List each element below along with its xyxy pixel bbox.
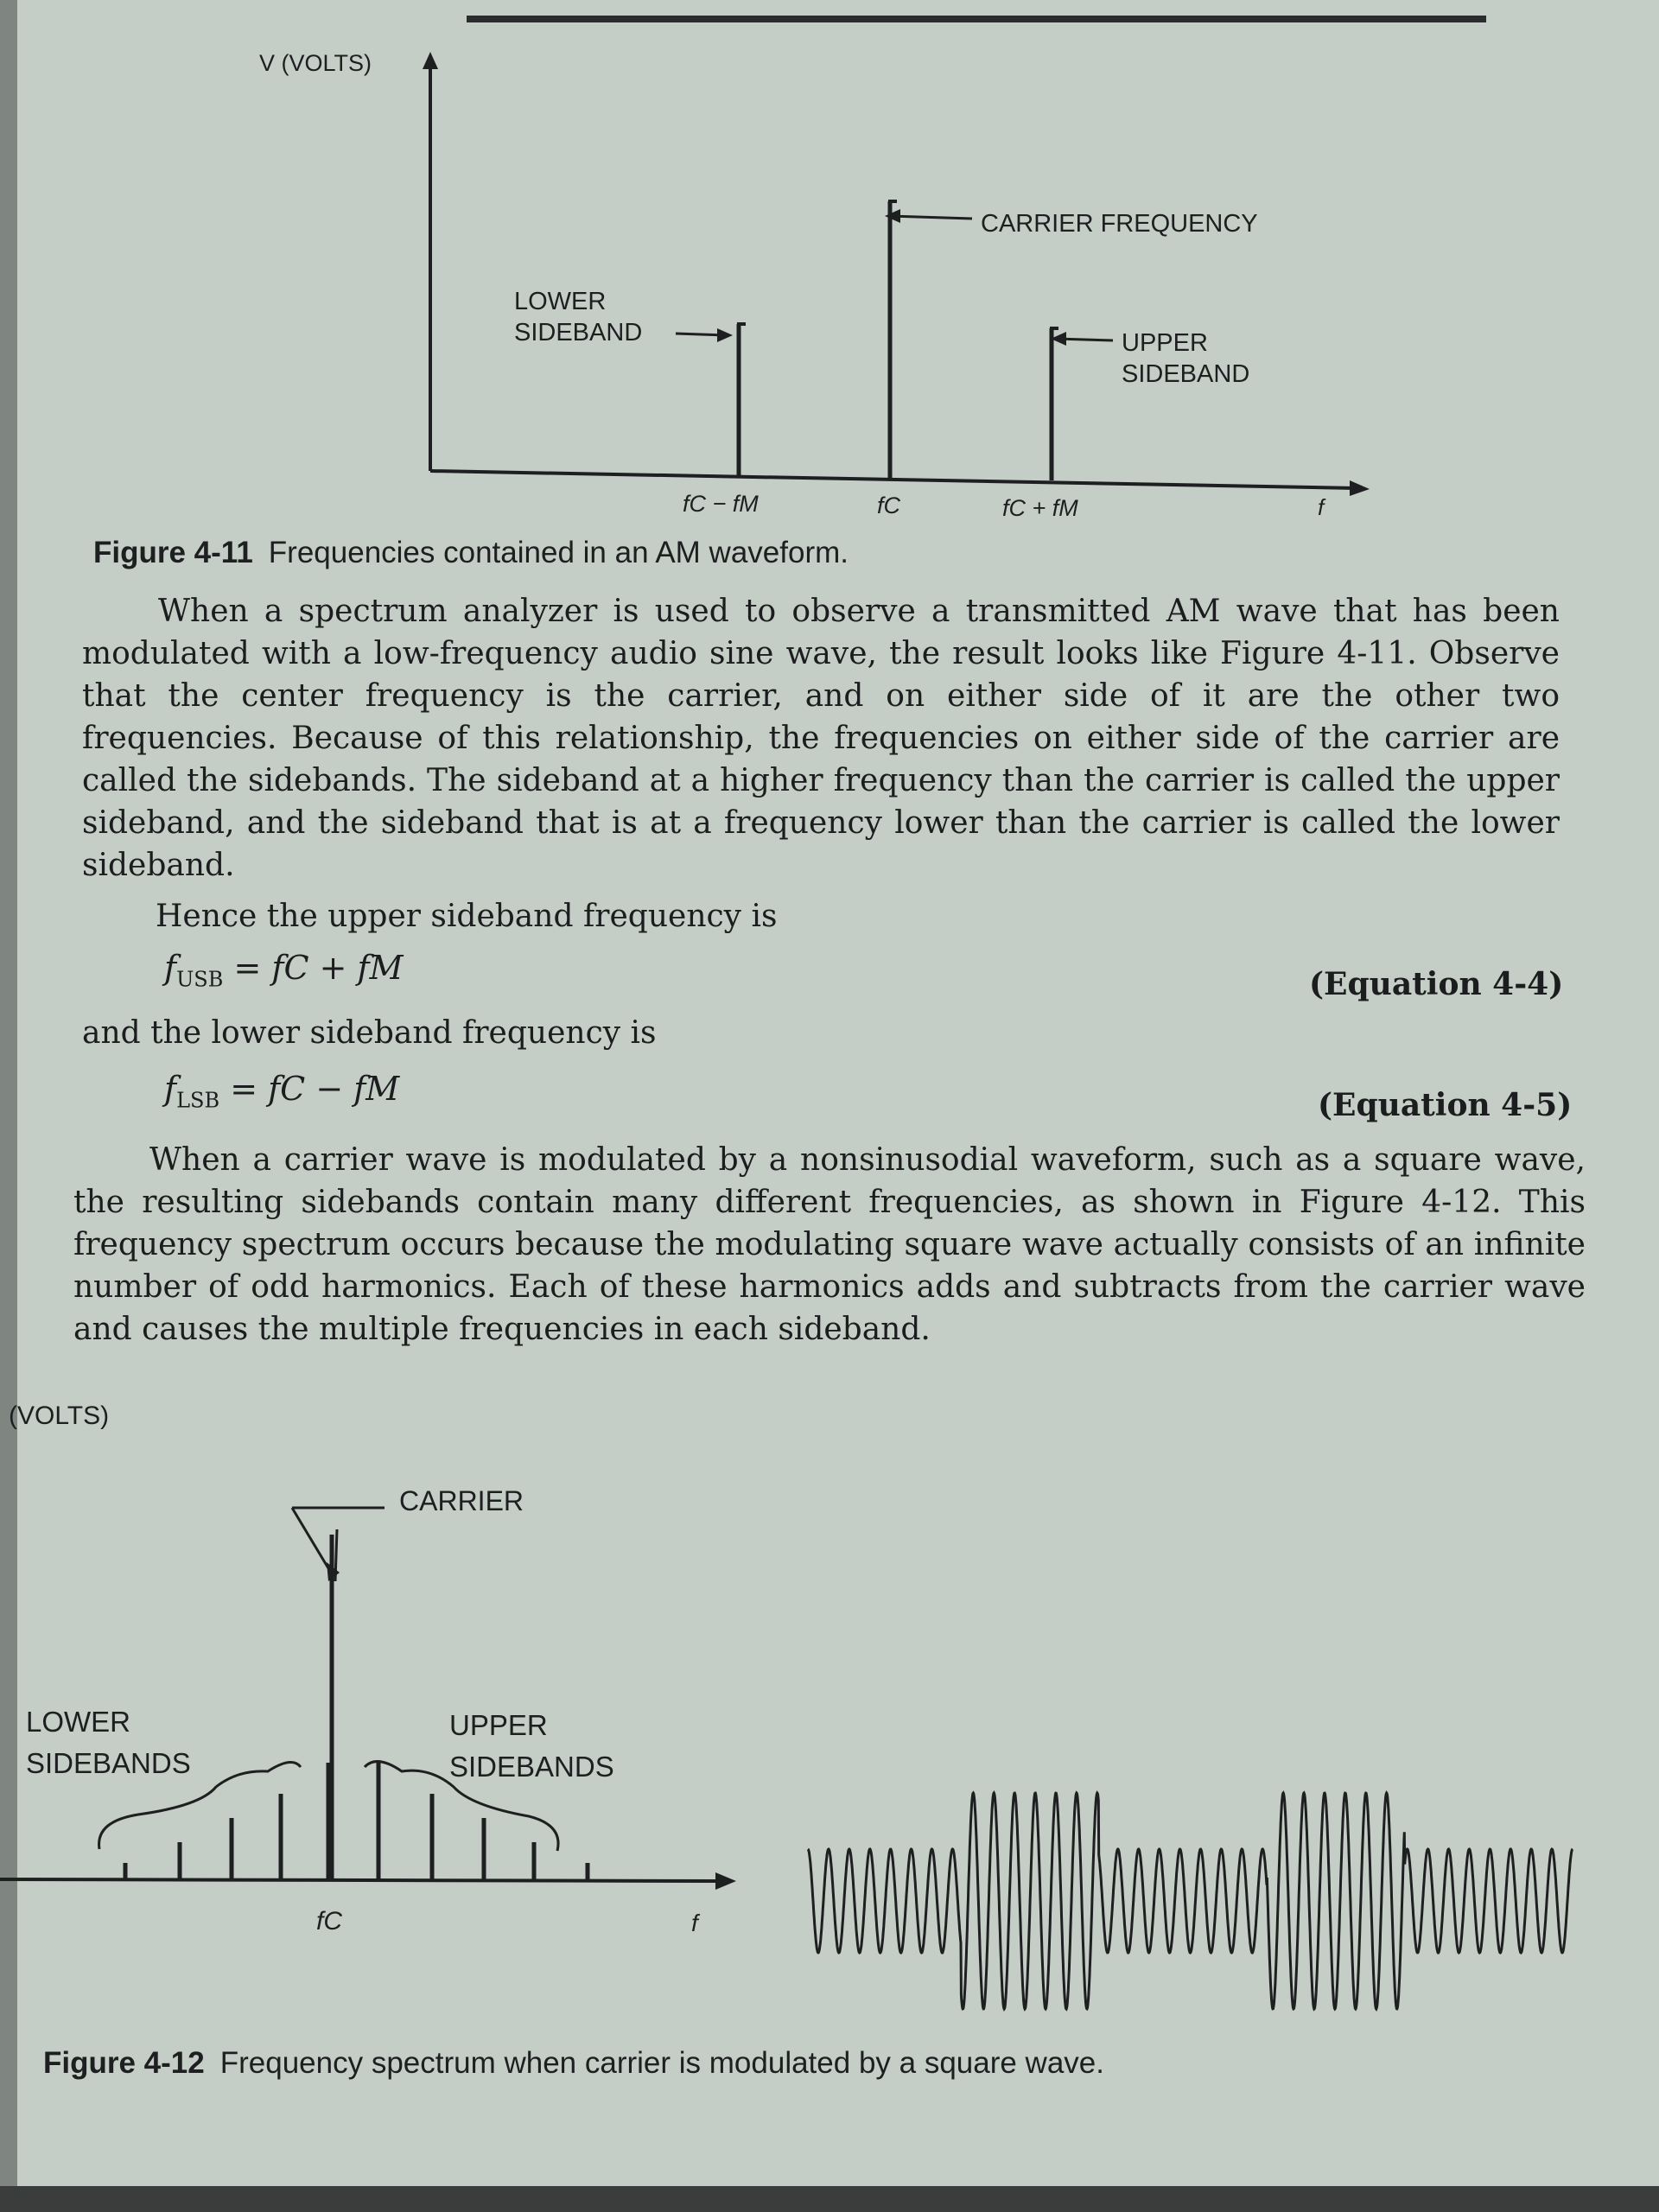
fig412-am-waveform — [808, 1793, 1573, 2009]
fig412-x-label: f — [691, 1910, 698, 1936]
fig412-x-arrow — [715, 1872, 736, 1890]
fig411-x-label: f — [1318, 494, 1325, 520]
fig412-lower-label-2: SIDEBANDS — [26, 1747, 191, 1779]
fig411-upper-label-1: UPPER — [1122, 329, 1208, 357]
fig412-carrier-leader-d — [292, 1508, 328, 1568]
eq45-lhs-sub: LSB — [176, 1088, 220, 1113]
lead-usb: Hence the upper sideband frequency is — [156, 899, 778, 934]
fig411-lower-label-1: LOWER — [514, 288, 607, 315]
figure-4-11-caption-text: Frequencies contained in an AM waveform. — [268, 536, 849, 569]
paragraph-1-text: When a spectrum analyzer is used to observe a transmitted AM wave that has been modulated with a low-frequency audio sine wave, the result looks like Figure 4-11. Observe that the center frequency is the carrier, and on either side of it are the other two frequencies. Because of this relationship, the frequencies on either side of the carrier are called the sidebands. The sideband at a higher frequency than the carrier is called the upper sideband, and the sideband that is at a frequency lower than the carrier is called the lower sideband. — [82, 594, 1560, 883]
eq45-rhs: = fC − fM — [230, 1070, 400, 1108]
eq44-lhs: f — [164, 949, 177, 987]
fig411-upper-label-2: SIDEBAND — [1122, 360, 1250, 388]
figure-4-12-caption — [43, 2046, 1104, 2081]
eq45-lhs: f — [164, 1070, 177, 1108]
fig412-upper-label-2: SIDEBANDS — [449, 1751, 614, 1783]
fig412-lower-label-1: LOWER — [26, 1706, 131, 1738]
eq44-rhs: = fC + fM — [233, 949, 404, 987]
fig412-carrier-label: CARRIER — [399, 1485, 524, 1516]
fig412-tick-center: fC — [316, 1907, 342, 1936]
paragraph-2-text: When a carrier wave is modulated by a nonsinusodial waveform, such as a square wave, the resulting sidebands contain many different frequencies, as shown in Figure 4-12. This frequency spectrum occurs because the modulating square wave actually consists of an infinite number of odd harmonics. Each of these harmonics adds and subtracts from the carrier wave and causes the multiple frequencies in each sideband. — [73, 1142, 1586, 1347]
equation-4-4-label: (Equation 4-4) — [1309, 966, 1564, 1002]
figure-4-12-caption-text: Frequency spectrum when carrier is modulated by a square wave. — [219, 2046, 1104, 2080]
fig411-tick-lower: fC − fM — [683, 491, 759, 517]
fig411-lower-label-2: SIDEBAND — [514, 319, 643, 346]
lead-lsb: and the lower sideband frequency is — [82, 1015, 657, 1051]
eq44-lhs-sub: USB — [176, 967, 224, 992]
fig411-y-label: V (VOLTS) — [259, 50, 372, 76]
figure-4-12-number: Figure 4-12 — [43, 2046, 205, 2080]
fig412-bars — [125, 1535, 588, 1880]
fig412-upper-label-1: UPPER — [449, 1709, 548, 1741]
equation-4-5-label: (Equation 4-5) — [1318, 1087, 1573, 1123]
fig412-x-axis — [0, 1879, 717, 1881]
fig411-tick-center: fC — [877, 493, 900, 518]
figure-4-11-number: Figure 4-11 — [93, 536, 253, 569]
fig411-tick-upper: fC + fM — [1002, 495, 1078, 521]
fig412-y-label: (VOLTS) — [9, 1402, 110, 1430]
fig411-carrier-label: CARRIER FREQUENCY — [981, 210, 1258, 238]
page-bottom-edge — [0, 2186, 1659, 2212]
